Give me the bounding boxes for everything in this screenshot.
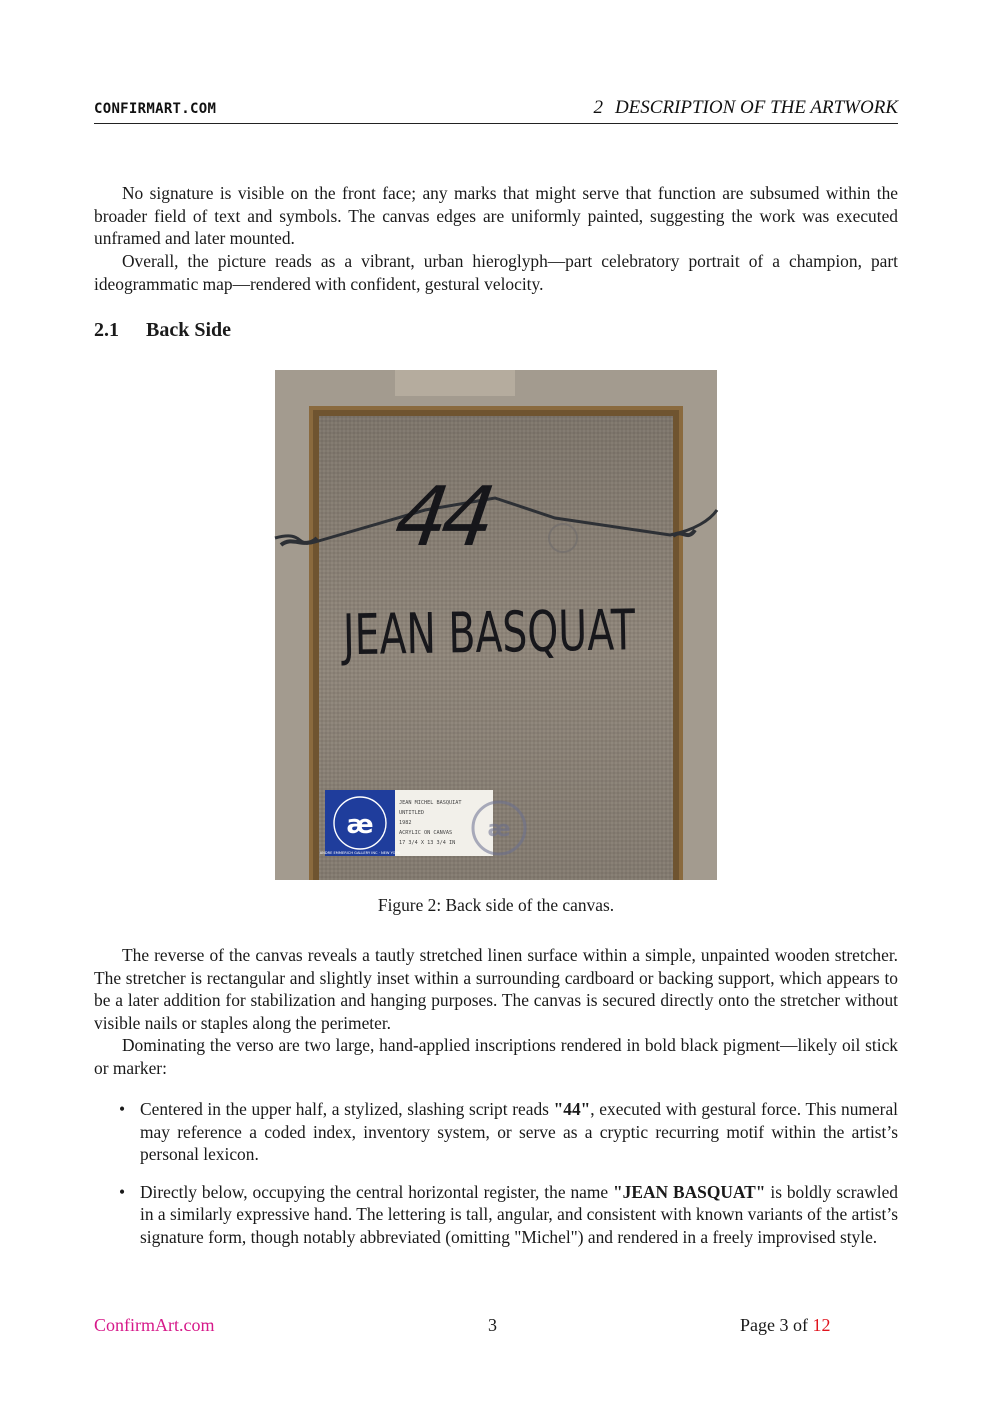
subsection-number: 2.1 — [94, 319, 119, 341]
paragraph: Overall, the picture reads as a vibrant, urban hieroglyph—part celebratory portrait of a champion, part ideogrammatic map—rendered with confident, gestural velocity. — [94, 251, 898, 294]
bullet-list — [94, 1098, 898, 1264]
figure-caption: Figure 2: Back side of the canvas. — [377, 895, 615, 915]
inscription-44: 44 — [389, 470, 496, 565]
canvas-back-photo — [275, 370, 759, 880]
label-line: JEAN MICHEL BASQUIAT — [399, 800, 462, 806]
paragraph: Dominating the verso are two large, hand-applied inscriptions rendered in bold black pigment—likely oil stick or marker: — [94, 1035, 898, 1078]
logo: CONFIRMART.COM — [94, 101, 217, 117]
section-number: 2 — [593, 97, 603, 118]
section-title: DESCRIPTION OF THE ARTWORK — [614, 97, 898, 118]
bullet-text: is boldly scrawled in a similarly expressive hand. The lettering is tall, angular, and consistent with known variants of the artist’s signature form, though notably abbreviated (omitting "Michel") and rendered in a freely improvised style. — [140, 1181, 899, 1247]
list-item: • Directly below, occupying the central horizontal register, the name "JEAN BASQUAT" is boldly scrawled in a similarly expressive hand. The lettering is tall, angular, and consistent with known variants of the artist’s signature form, though notably abbreviated (omitting "Michel") and rendered in a freely improvised style. — [119, 1181, 899, 1247]
label-line: 1982 — [399, 820, 412, 826]
svg-text:æ: æ — [487, 817, 511, 842]
paragraph: No signature is visible on the front face; any marks that might serve that function are subsumed within the broader field of text and symbols. The canvas edges are uniformly painted, suggesting the work was executed unframed and later mounted. — [94, 183, 898, 249]
page-header — [94, 97, 898, 124]
page-total-link[interactable]: 12 — [812, 1315, 831, 1335]
list-item: • Centered in the upper half, a stylized, slashing script reads "44", executed with gestural force. This numeral may reference a coded index, inventory system, or serve as a cryptic recurring motif within the artist’s personal lexicon. — [119, 1099, 898, 1165]
paragraph: The reverse of the canvas reveals a tautly stretched linen surface within a simple, unpainted wooden stretcher. The stretcher is rectangular and slightly inset within a surrounding cardboard or backing support, which appears to be a later addition for stabilization and hanging purposes. The canvas is secured directly onto the stretcher without visible nails or staples along the perimeter. — [94, 945, 898, 1033]
inscription-name: JEAN BASQUAT — [342, 596, 759, 669]
bullet-bold: "JEAN BASQUAT" — [613, 1181, 766, 1202]
bullet-text: Centered in the upper half, a stylized, slashing script reads — [140, 1099, 554, 1119]
label-line: 17 3/4 X 13 3/4 IN — [399, 840, 456, 846]
bullet-text: Directly below, occupying the central horizontal register, the name — [140, 1181, 614, 1202]
page-label: Page 3 of — [740, 1315, 813, 1335]
subsection-heading — [94, 319, 231, 342]
bullet-text: , executed with gestural force. This numeral may reference a coded index, inventory system, or serve as a cryptic recurring motif within the artist’s personal lexicon. — [140, 1099, 898, 1165]
label-line: UNTITLED — [399, 810, 424, 816]
running-header — [593, 97, 898, 119]
label-line: ACRYLIC ON CANVAS — [399, 830, 453, 836]
subsection-title: Back Side — [146, 319, 232, 341]
footer-page-count — [740, 1315, 830, 1336]
svg-text:æ: æ — [346, 810, 374, 840]
footer-site-link[interactable]: ConfirmArt.com — [94, 1315, 215, 1335]
gallery-stamp-text: ANDRE EMMERICH GALLERY INC · NEW YORK — [319, 851, 401, 855]
bullet-bold: "44" — [553, 1099, 591, 1119]
footer-page-number: 3 — [488, 1315, 497, 1335]
